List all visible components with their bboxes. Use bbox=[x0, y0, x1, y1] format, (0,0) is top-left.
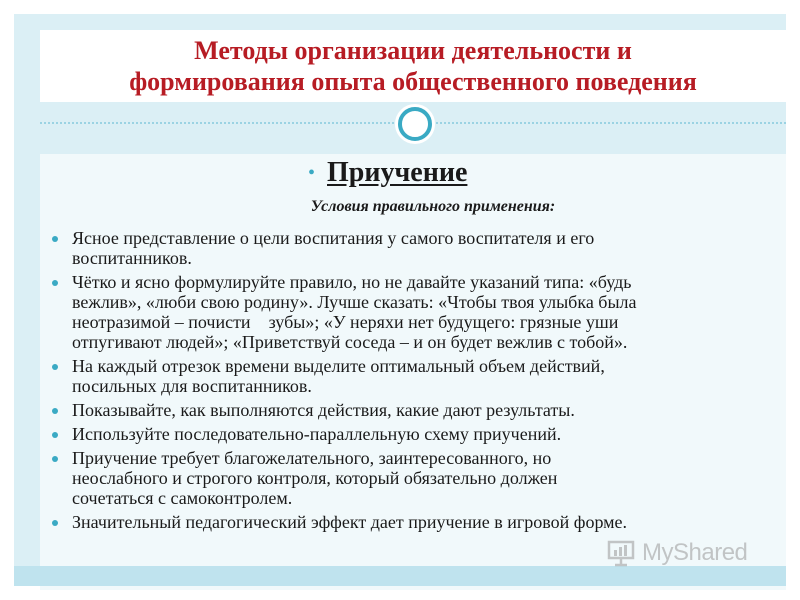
bullet-line: Значительный педагогический эффект дает приучение в игровой форме. bbox=[72, 512, 628, 532]
bullet-line: На каждый отрезок времени выделите оптимальный объем действий, bbox=[72, 356, 605, 376]
bullet-line: сочетаться с самоконтролем. bbox=[72, 488, 293, 508]
section-heading: Приучение bbox=[327, 157, 468, 188]
bullet-line: вежлив», «люби свою родину». Лучше сказать: «Чтобы твоя улыбка была bbox=[72, 292, 637, 312]
presentation-board-icon bbox=[606, 539, 636, 567]
bullet-item bbox=[48, 424, 776, 444]
watermark-text: MyShared bbox=[642, 539, 748, 566]
bullet-item bbox=[48, 448, 776, 508]
slide-frame bbox=[14, 14, 786, 586]
bullet-line: воспитанников. bbox=[72, 248, 192, 268]
watermark[interactable] bbox=[606, 536, 747, 570]
subheading: Условия правильного применения: bbox=[310, 198, 556, 215]
ring-inner bbox=[398, 107, 432, 141]
bullet-line: Приучение требует благожелательного, заинтересованного, но bbox=[72, 448, 552, 468]
heading-row bbox=[308, 156, 467, 190]
bullet-line: посильных для воспитанников. bbox=[72, 376, 312, 396]
title-box bbox=[40, 30, 786, 102]
bullet-item bbox=[48, 400, 776, 420]
bullet-line: неотразимой – почисти зубы»; «У неряхи нет будущего: грязные уши bbox=[72, 312, 619, 332]
bullet-line: Используйте последовательно-параллельную схему приучений. bbox=[72, 424, 562, 444]
bullet-dot-icon: • bbox=[308, 162, 316, 184]
bullet-item bbox=[48, 356, 776, 396]
bullet-line: неослабного и строгого контроля, который обязательно должен bbox=[72, 468, 558, 488]
title-line-2: формирования опыта общественного поведения bbox=[129, 67, 697, 96]
bullet-item bbox=[48, 228, 776, 268]
bullet-line: Ясное представление о цели воспитания у самого воспитателя и его bbox=[72, 228, 595, 248]
bullet-line: отпугивают людей»; «Приветствуй соседа – и он будет вежлив с тобой». bbox=[72, 332, 628, 352]
bullet-line: Показывайте, как выполняются действия, какие дают результаты. bbox=[72, 400, 575, 420]
bullet-item bbox=[48, 512, 776, 532]
bullet-list bbox=[48, 228, 776, 536]
bullet-item bbox=[48, 272, 776, 352]
title-line-1: Методы организации деятельности и bbox=[194, 36, 632, 65]
ring-ornament-icon bbox=[395, 104, 435, 144]
bullet-line: Чётко и ясно формулируйте правило, но не давайте указаний типа: «будь bbox=[72, 272, 632, 292]
content-panel bbox=[40, 154, 786, 590]
